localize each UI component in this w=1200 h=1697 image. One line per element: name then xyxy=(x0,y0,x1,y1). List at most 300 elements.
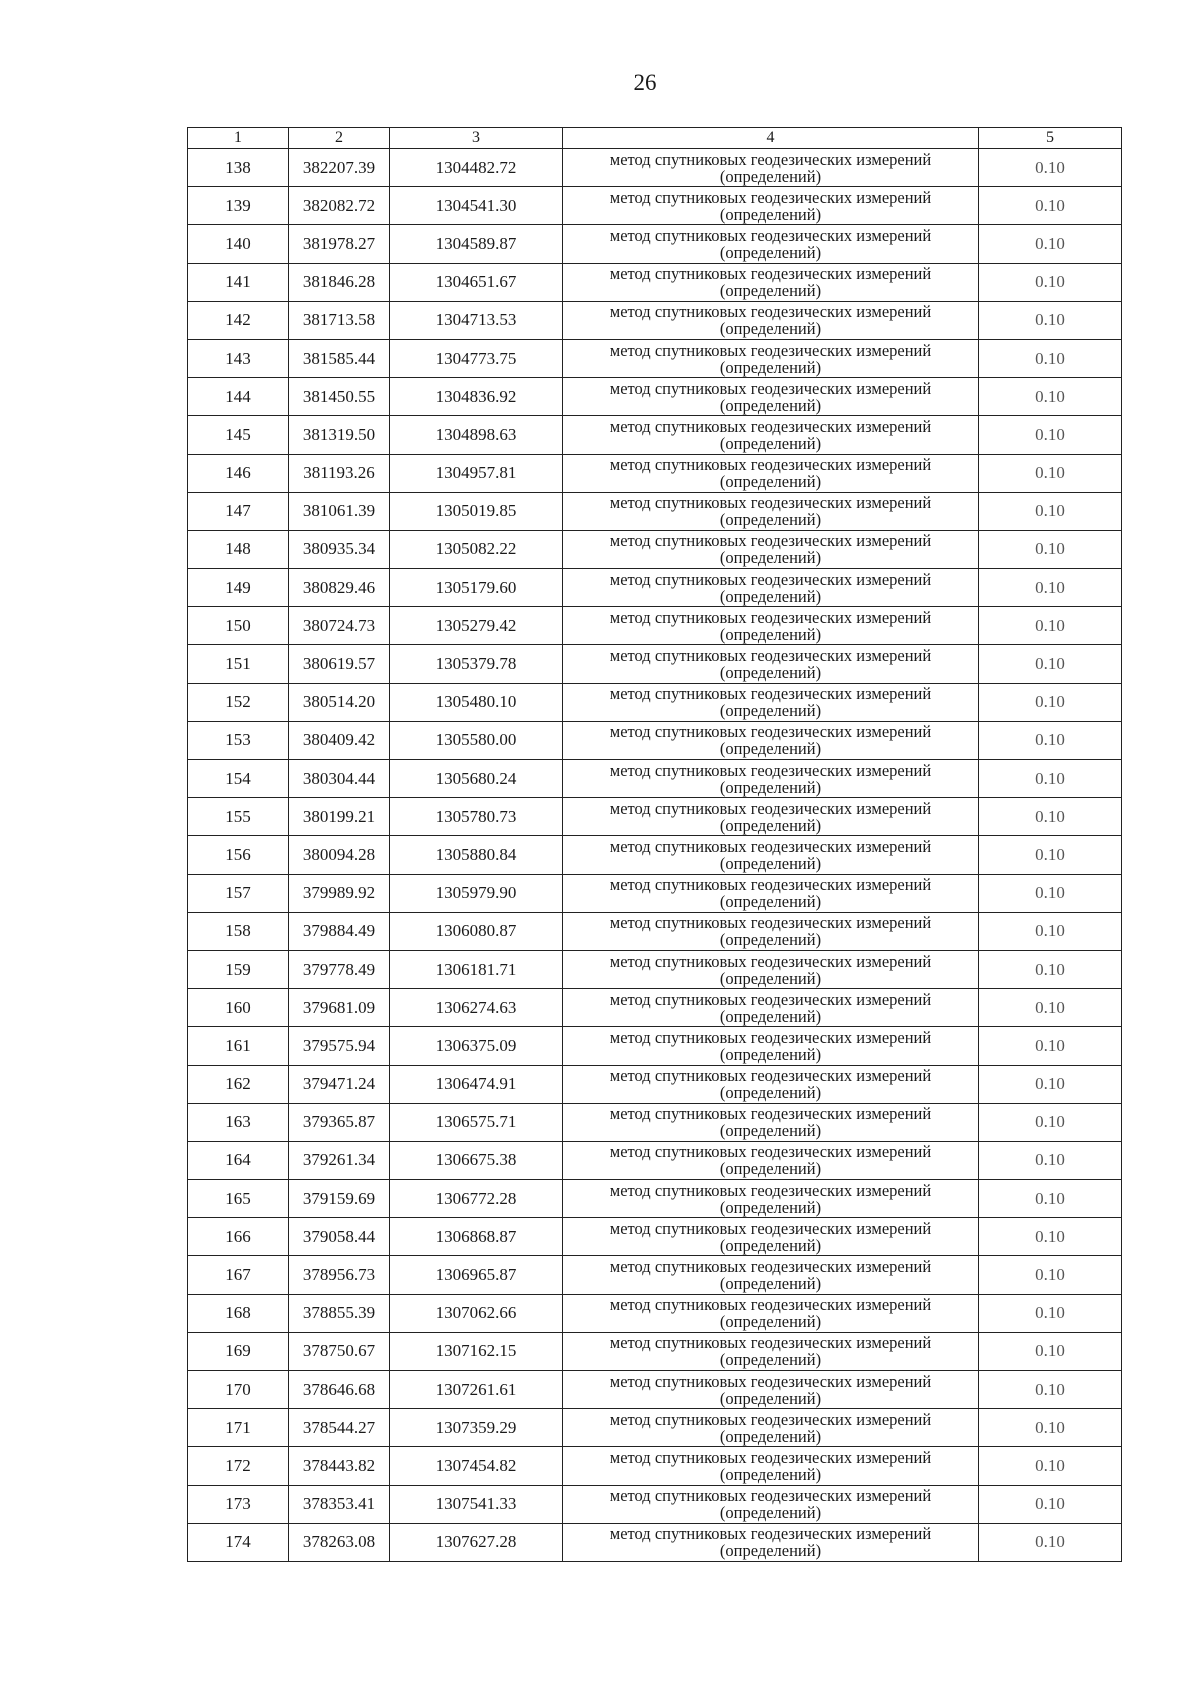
method-text-line-1: метод спутниковых геодезических измерений xyxy=(609,760,932,780)
method-text-line-2: (определений) xyxy=(719,815,822,835)
x-coordinate-cell: 380829.46 xyxy=(289,569,390,607)
table-row xyxy=(188,339,1122,377)
table-row xyxy=(188,1141,1122,1179)
y-coordinate-cell: 1306965.87 xyxy=(390,1256,563,1294)
table-row xyxy=(188,1371,1122,1409)
point-number-cell: 167 xyxy=(188,1256,289,1294)
method-cell xyxy=(563,950,979,988)
method-text-line-1: метод спутниковых геодезических измерений xyxy=(609,1333,932,1353)
method-text-line-1: метод спутниковых геодезических измерений xyxy=(609,1486,932,1506)
method-cell xyxy=(563,1485,979,1523)
method-text-line-1: метод спутниковых геодезических измерений xyxy=(609,1295,932,1315)
table-row xyxy=(188,912,1122,950)
method-text-line-2: (определений) xyxy=(719,1197,822,1217)
x-coordinate-cell: 380304.44 xyxy=(289,760,390,798)
x-coordinate-cell: 381061.39 xyxy=(289,492,390,530)
method-text-line-2: (определений) xyxy=(719,853,822,873)
precision-cell: 0.10 xyxy=(979,645,1122,683)
method-text-line-1: метод спутниковых геодезических измерений xyxy=(609,1524,932,1544)
table-row xyxy=(188,607,1122,645)
precision-cell: 0.10 xyxy=(979,1447,1122,1485)
method-text-line-2: (определений) xyxy=(719,701,822,721)
method-cell xyxy=(563,149,979,187)
point-number-cell: 140 xyxy=(188,225,289,263)
x-coordinate-cell: 382082.72 xyxy=(289,187,390,225)
y-coordinate-cell: 1304651.67 xyxy=(390,263,563,301)
coordinates-table xyxy=(187,127,1122,1562)
x-coordinate-cell: 380094.28 xyxy=(289,836,390,874)
y-coordinate-cell: 1307162.15 xyxy=(390,1332,563,1370)
table-row xyxy=(188,1065,1122,1103)
method-text-line-2: (определений) xyxy=(719,319,822,339)
method-text-line-1: метод спутниковых геодезических измерений xyxy=(609,1409,932,1429)
method-text-line-1: метод спутниковых геодезических измерений xyxy=(609,722,932,742)
y-coordinate-cell: 1305279.42 xyxy=(390,607,563,645)
precision-cell: 0.10 xyxy=(979,1027,1122,1065)
precision-cell: 0.10 xyxy=(979,1103,1122,1141)
table-row xyxy=(188,683,1122,721)
y-coordinate-cell: 1305680.24 xyxy=(390,760,563,798)
method-text-line-2: (определений) xyxy=(719,1312,822,1332)
point-number-cell: 145 xyxy=(188,416,289,454)
method-text-line-2: (определений) xyxy=(719,1350,822,1370)
table-row xyxy=(188,530,1122,568)
method-text-line-2: (определений) xyxy=(719,281,822,301)
method-cell xyxy=(563,989,979,1027)
precision-cell: 0.10 xyxy=(979,760,1122,798)
method-text-line-1: метод спутниковых геодезических измерений xyxy=(609,378,932,398)
method-text-line-2: (определений) xyxy=(719,892,822,912)
y-coordinate-cell: 1304773.75 xyxy=(390,339,563,377)
point-number-cell: 149 xyxy=(188,569,289,607)
method-cell xyxy=(563,530,979,568)
table-row xyxy=(188,1256,1122,1294)
method-text-line-1: метод спутниковых геодезических измерений xyxy=(609,569,932,589)
point-number-cell: 158 xyxy=(188,912,289,950)
method-text-line-2: (определений) xyxy=(719,586,822,606)
header-col-2: 2 xyxy=(289,128,390,149)
method-cell xyxy=(563,1065,979,1103)
y-coordinate-cell: 1304898.63 xyxy=(390,416,563,454)
header-col-4: 4 xyxy=(563,128,979,149)
method-cell xyxy=(563,1523,979,1561)
precision-cell: 0.10 xyxy=(979,1523,1122,1561)
precision-cell: 0.10 xyxy=(979,874,1122,912)
x-coordinate-cell: 378544.27 xyxy=(289,1409,390,1447)
table-row xyxy=(188,454,1122,492)
table-row xyxy=(188,1218,1122,1256)
method-text-line-2: (определений) xyxy=(719,1006,822,1026)
x-coordinate-cell: 379989.92 xyxy=(289,874,390,912)
table-header xyxy=(188,128,1122,149)
y-coordinate-cell: 1306675.38 xyxy=(390,1141,563,1179)
precision-cell: 0.10 xyxy=(979,989,1122,1027)
table-body xyxy=(188,149,1122,1562)
method-text-line-1: метод спутниковых геодезических измерений xyxy=(609,149,932,169)
x-coordinate-cell: 381319.50 xyxy=(289,416,390,454)
method-cell xyxy=(563,1294,979,1332)
precision-cell: 0.10 xyxy=(979,607,1122,645)
x-coordinate-cell: 379884.49 xyxy=(289,912,390,950)
precision-cell: 0.10 xyxy=(979,530,1122,568)
point-number-cell: 172 xyxy=(188,1447,289,1485)
x-coordinate-cell: 378443.82 xyxy=(289,1447,390,1485)
method-cell xyxy=(563,645,979,683)
point-number-cell: 152 xyxy=(188,683,289,721)
method-cell xyxy=(563,1103,979,1141)
x-coordinate-cell: 381978.27 xyxy=(289,225,390,263)
x-coordinate-cell: 379058.44 xyxy=(289,1218,390,1256)
method-text-line-1: метод спутниковых геодезических измерений xyxy=(609,1180,932,1200)
x-coordinate-cell: 381846.28 xyxy=(289,263,390,301)
method-cell xyxy=(563,301,979,339)
table-row xyxy=(188,569,1122,607)
precision-cell: 0.10 xyxy=(979,836,1122,874)
method-cell xyxy=(563,683,979,721)
method-text-line-1: метод спутниковых геодезических измерений xyxy=(609,646,932,666)
y-coordinate-cell: 1304957.81 xyxy=(390,454,563,492)
method-text-line-1: метод спутниковых геодезических измерений xyxy=(609,1066,932,1086)
precision-cell: 0.10 xyxy=(979,492,1122,530)
method-text-line-2: (определений) xyxy=(719,777,822,797)
precision-cell: 0.10 xyxy=(979,1409,1122,1447)
method-text-line-2: (определений) xyxy=(719,739,822,759)
y-coordinate-cell: 1305082.22 xyxy=(390,530,563,568)
precision-cell: 0.10 xyxy=(979,149,1122,187)
method-text-line-1: метод спутниковых геодезических измерений xyxy=(609,1218,932,1238)
table-row xyxy=(188,874,1122,912)
method-text-line-2: (определений) xyxy=(719,1044,822,1064)
point-number-cell: 138 xyxy=(188,149,289,187)
method-cell xyxy=(563,760,979,798)
table-row xyxy=(188,1523,1122,1561)
table-row xyxy=(188,1332,1122,1370)
table-row xyxy=(188,1409,1122,1447)
method-text-line-2: (определений) xyxy=(719,1464,822,1484)
method-text-line-1: метод спутниковых геодезических измерений xyxy=(609,302,932,322)
y-coordinate-cell: 1304713.53 xyxy=(390,301,563,339)
y-coordinate-cell: 1307541.33 xyxy=(390,1485,563,1523)
x-coordinate-cell: 380935.34 xyxy=(289,530,390,568)
y-coordinate-cell: 1305379.78 xyxy=(390,645,563,683)
point-number-cell: 142 xyxy=(188,301,289,339)
x-coordinate-cell: 379575.94 xyxy=(289,1027,390,1065)
y-coordinate-cell: 1306274.63 xyxy=(390,989,563,1027)
table-row xyxy=(188,1027,1122,1065)
method-text-line-1: метод спутниковых геодезических измерений xyxy=(609,187,932,207)
point-number-cell: 144 xyxy=(188,378,289,416)
method-cell xyxy=(563,798,979,836)
page-number: 26 xyxy=(633,70,657,95)
method-cell xyxy=(563,378,979,416)
y-coordinate-cell: 1305019.85 xyxy=(390,492,563,530)
x-coordinate-cell: 380199.21 xyxy=(289,798,390,836)
method-cell xyxy=(563,721,979,759)
point-number-cell: 170 xyxy=(188,1371,289,1409)
method-text-line-1: метод спутниковых геодезических измерений xyxy=(609,1104,932,1124)
method-text-line-1: метод спутниковых геодезических измерений xyxy=(609,913,932,933)
method-text-line-1: метод спутниковых геодезических измерений xyxy=(609,1027,932,1047)
method-text-line-2: (определений) xyxy=(719,663,822,683)
method-text-line-1: метод спутниковых геодезических измерений xyxy=(609,416,932,436)
method-cell xyxy=(563,454,979,492)
table-row xyxy=(188,149,1122,187)
method-text-line-2: (определений) xyxy=(719,1426,822,1446)
point-number-cell: 148 xyxy=(188,530,289,568)
x-coordinate-cell: 381713.58 xyxy=(289,301,390,339)
method-text-line-1: метод спутниковых геодезических измерений xyxy=(609,1371,932,1391)
point-number-cell: 161 xyxy=(188,1027,289,1065)
x-coordinate-cell: 381450.55 xyxy=(289,378,390,416)
y-coordinate-cell: 1307261.61 xyxy=(390,1371,563,1409)
x-coordinate-cell: 380619.57 xyxy=(289,645,390,683)
method-text-line-1: метод спутниковых геодезических измерений xyxy=(609,531,932,551)
point-number-cell: 168 xyxy=(188,1294,289,1332)
table-row xyxy=(188,1180,1122,1218)
y-coordinate-cell: 1305780.73 xyxy=(390,798,563,836)
x-coordinate-cell: 380409.42 xyxy=(289,721,390,759)
method-text-line-1: метод спутниковых геодезических измерений xyxy=(609,1257,932,1277)
x-coordinate-cell: 379778.49 xyxy=(289,950,390,988)
point-number-cell: 151 xyxy=(188,645,289,683)
method-cell xyxy=(563,416,979,454)
table-row xyxy=(188,378,1122,416)
method-text-line-1: метод спутниковых геодезических измерений xyxy=(609,989,932,1009)
method-cell xyxy=(563,569,979,607)
table-row xyxy=(188,989,1122,1027)
method-cell xyxy=(563,1371,979,1409)
precision-cell: 0.10 xyxy=(979,721,1122,759)
precision-cell: 0.10 xyxy=(979,1294,1122,1332)
precision-cell: 0.10 xyxy=(979,912,1122,950)
method-text-line-2: (определений) xyxy=(719,930,822,950)
table-row xyxy=(188,263,1122,301)
precision-cell: 0.10 xyxy=(979,683,1122,721)
method-text-line-2: (определений) xyxy=(719,357,822,377)
y-coordinate-cell: 1307627.28 xyxy=(390,1523,563,1561)
method-text-line-1: метод спутниковых геодезических измерений xyxy=(609,798,932,818)
x-coordinate-cell: 378646.68 xyxy=(289,1371,390,1409)
precision-cell: 0.10 xyxy=(979,1332,1122,1370)
point-number-cell: 171 xyxy=(188,1409,289,1447)
x-coordinate-cell: 381585.44 xyxy=(289,339,390,377)
method-text-line-2: (определений) xyxy=(719,624,822,644)
precision-cell: 0.10 xyxy=(979,1371,1122,1409)
precision-cell: 0.10 xyxy=(979,950,1122,988)
method-cell xyxy=(563,1332,979,1370)
y-coordinate-cell: 1306868.87 xyxy=(390,1218,563,1256)
precision-cell: 0.10 xyxy=(979,1141,1122,1179)
point-number-cell: 150 xyxy=(188,607,289,645)
precision-cell: 0.10 xyxy=(979,1256,1122,1294)
precision-cell: 0.10 xyxy=(979,1065,1122,1103)
precision-cell: 0.10 xyxy=(979,339,1122,377)
x-coordinate-cell: 379159.69 xyxy=(289,1180,390,1218)
y-coordinate-cell: 1305880.84 xyxy=(390,836,563,874)
y-coordinate-cell: 1307454.82 xyxy=(390,1447,563,1485)
method-cell xyxy=(563,607,979,645)
method-cell xyxy=(563,339,979,377)
header-col-1: 1 xyxy=(188,128,289,149)
point-number-cell: 166 xyxy=(188,1218,289,1256)
method-text-line-1: метод спутниковых геодезических измерений xyxy=(609,455,932,475)
table-row xyxy=(188,836,1122,874)
x-coordinate-cell: 378956.73 xyxy=(289,1256,390,1294)
x-coordinate-cell: 378750.67 xyxy=(289,1332,390,1370)
method-text-line-2: (определений) xyxy=(719,1503,822,1523)
point-number-cell: 146 xyxy=(188,454,289,492)
table-row xyxy=(188,492,1122,530)
table-row xyxy=(188,187,1122,225)
y-coordinate-cell: 1306474.91 xyxy=(390,1065,563,1103)
y-coordinate-cell: 1306181.71 xyxy=(390,950,563,988)
point-number-cell: 141 xyxy=(188,263,289,301)
precision-cell: 0.10 xyxy=(979,454,1122,492)
table-row xyxy=(188,721,1122,759)
table-row xyxy=(188,798,1122,836)
method-text-line-1: метод спутниковых геодезических измерений xyxy=(609,607,932,627)
table-row xyxy=(188,225,1122,263)
method-text-line-2: (определений) xyxy=(719,166,822,186)
method-cell xyxy=(563,1409,979,1447)
x-coordinate-cell: 379261.34 xyxy=(289,1141,390,1179)
x-coordinate-cell: 381193.26 xyxy=(289,454,390,492)
method-text-line-2: (определений) xyxy=(719,1541,822,1561)
point-number-cell: 173 xyxy=(188,1485,289,1523)
table-row xyxy=(188,1447,1122,1485)
y-coordinate-cell: 1304836.92 xyxy=(390,378,563,416)
y-coordinate-cell: 1307359.29 xyxy=(390,1409,563,1447)
y-coordinate-cell: 1306080.87 xyxy=(390,912,563,950)
point-number-cell: 139 xyxy=(188,187,289,225)
header-row xyxy=(188,128,1122,149)
method-text-line-2: (определений) xyxy=(719,1388,822,1408)
precision-cell: 0.10 xyxy=(979,225,1122,263)
y-coordinate-cell: 1304482.72 xyxy=(390,149,563,187)
method-text-line-2: (определений) xyxy=(719,204,822,224)
method-text-line-1: метод спутниковых геодезических измерений xyxy=(609,1142,932,1162)
precision-cell: 0.10 xyxy=(979,416,1122,454)
method-cell xyxy=(563,1447,979,1485)
method-text-line-1: метод спутниковых геодезических измерений xyxy=(609,264,932,284)
method-text-line-1: метод спутниковых геодезических измерений xyxy=(609,493,932,513)
y-coordinate-cell: 1305979.90 xyxy=(390,874,563,912)
method-text-line-1: метод спутниковых геодезических измерений xyxy=(609,225,932,245)
table-row xyxy=(188,1294,1122,1332)
x-coordinate-cell: 379365.87 xyxy=(289,1103,390,1141)
y-coordinate-cell: 1305480.10 xyxy=(390,683,563,721)
method-text-line-2: (определений) xyxy=(719,548,822,568)
point-number-cell: 162 xyxy=(188,1065,289,1103)
point-number-cell: 169 xyxy=(188,1332,289,1370)
precision-cell: 0.10 xyxy=(979,187,1122,225)
method-text-line-2: (определений) xyxy=(719,395,822,415)
point-number-cell: 157 xyxy=(188,874,289,912)
point-number-cell: 154 xyxy=(188,760,289,798)
method-text-line-1: метод спутниковых геодезических измерений xyxy=(609,684,932,704)
method-text-line-2: (определений) xyxy=(719,242,822,262)
method-cell xyxy=(563,912,979,950)
point-number-cell: 156 xyxy=(188,836,289,874)
method-cell xyxy=(563,492,979,530)
precision-cell: 0.10 xyxy=(979,1180,1122,1218)
x-coordinate-cell: 380724.73 xyxy=(289,607,390,645)
table-row xyxy=(188,760,1122,798)
precision-cell: 0.10 xyxy=(979,378,1122,416)
method-text-line-2: (определений) xyxy=(719,1274,822,1294)
precision-cell: 0.10 xyxy=(979,569,1122,607)
precision-cell: 0.10 xyxy=(979,301,1122,339)
x-coordinate-cell: 378263.08 xyxy=(289,1523,390,1561)
x-coordinate-cell: 380514.20 xyxy=(289,683,390,721)
method-text-line-2: (определений) xyxy=(719,1121,822,1141)
precision-cell: 0.10 xyxy=(979,1218,1122,1256)
y-coordinate-cell: 1304589.87 xyxy=(390,225,563,263)
point-number-cell: 165 xyxy=(188,1180,289,1218)
y-coordinate-cell: 1305580.00 xyxy=(390,721,563,759)
method-cell xyxy=(563,1141,979,1179)
table-row xyxy=(188,301,1122,339)
method-text-line-1: метод спутниковых геодезических измерений xyxy=(609,836,932,856)
table-row xyxy=(188,1485,1122,1523)
method-cell xyxy=(563,836,979,874)
y-coordinate-cell: 1306375.09 xyxy=(390,1027,563,1065)
method-text-line-1: метод спутниковых геодезических измерений xyxy=(609,340,932,360)
method-cell xyxy=(563,1027,979,1065)
point-number-cell: 164 xyxy=(188,1141,289,1179)
header-col-5: 5 xyxy=(979,128,1122,149)
method-cell xyxy=(563,1256,979,1294)
y-coordinate-cell: 1306575.71 xyxy=(390,1103,563,1141)
point-number-cell: 143 xyxy=(188,339,289,377)
method-cell xyxy=(563,1180,979,1218)
method-cell xyxy=(563,263,979,301)
table-row xyxy=(188,645,1122,683)
y-coordinate-cell: 1307062.66 xyxy=(390,1294,563,1332)
point-number-cell: 147 xyxy=(188,492,289,530)
method-text-line-1: метод спутниковых геодезических измерений xyxy=(609,1447,932,1467)
x-coordinate-cell: 378855.39 xyxy=(289,1294,390,1332)
point-number-cell: 155 xyxy=(188,798,289,836)
method-cell xyxy=(563,225,979,263)
method-cell xyxy=(563,1218,979,1256)
x-coordinate-cell: 378353.41 xyxy=(289,1485,390,1523)
method-cell xyxy=(563,874,979,912)
point-number-cell: 163 xyxy=(188,1103,289,1141)
method-text-line-2: (определений) xyxy=(719,1083,822,1103)
method-text-line-1: метод спутниковых геодезических измерений xyxy=(609,951,932,971)
x-coordinate-cell: 379471.24 xyxy=(289,1065,390,1103)
method-text-line-2: (определений) xyxy=(719,472,822,492)
method-cell xyxy=(563,187,979,225)
y-coordinate-cell: 1305179.60 xyxy=(390,569,563,607)
precision-cell: 0.10 xyxy=(979,1485,1122,1523)
header-col-3: 3 xyxy=(390,128,563,149)
x-coordinate-cell: 382207.39 xyxy=(289,149,390,187)
method-text-line-1: метод спутниковых геодезических измерений xyxy=(609,875,932,895)
method-text-line-2: (определений) xyxy=(719,1159,822,1179)
precision-cell: 0.10 xyxy=(979,798,1122,836)
precision-cell: 0.10 xyxy=(979,263,1122,301)
point-number-cell: 159 xyxy=(188,950,289,988)
method-text-line-2: (определений) xyxy=(719,510,822,530)
y-coordinate-cell: 1304541.30 xyxy=(390,187,563,225)
point-number-cell: 153 xyxy=(188,721,289,759)
y-coordinate-cell: 1306772.28 xyxy=(390,1180,563,1218)
point-number-cell: 160 xyxy=(188,989,289,1027)
table-row xyxy=(188,1103,1122,1141)
method-text-line-2: (определений) xyxy=(719,968,822,988)
